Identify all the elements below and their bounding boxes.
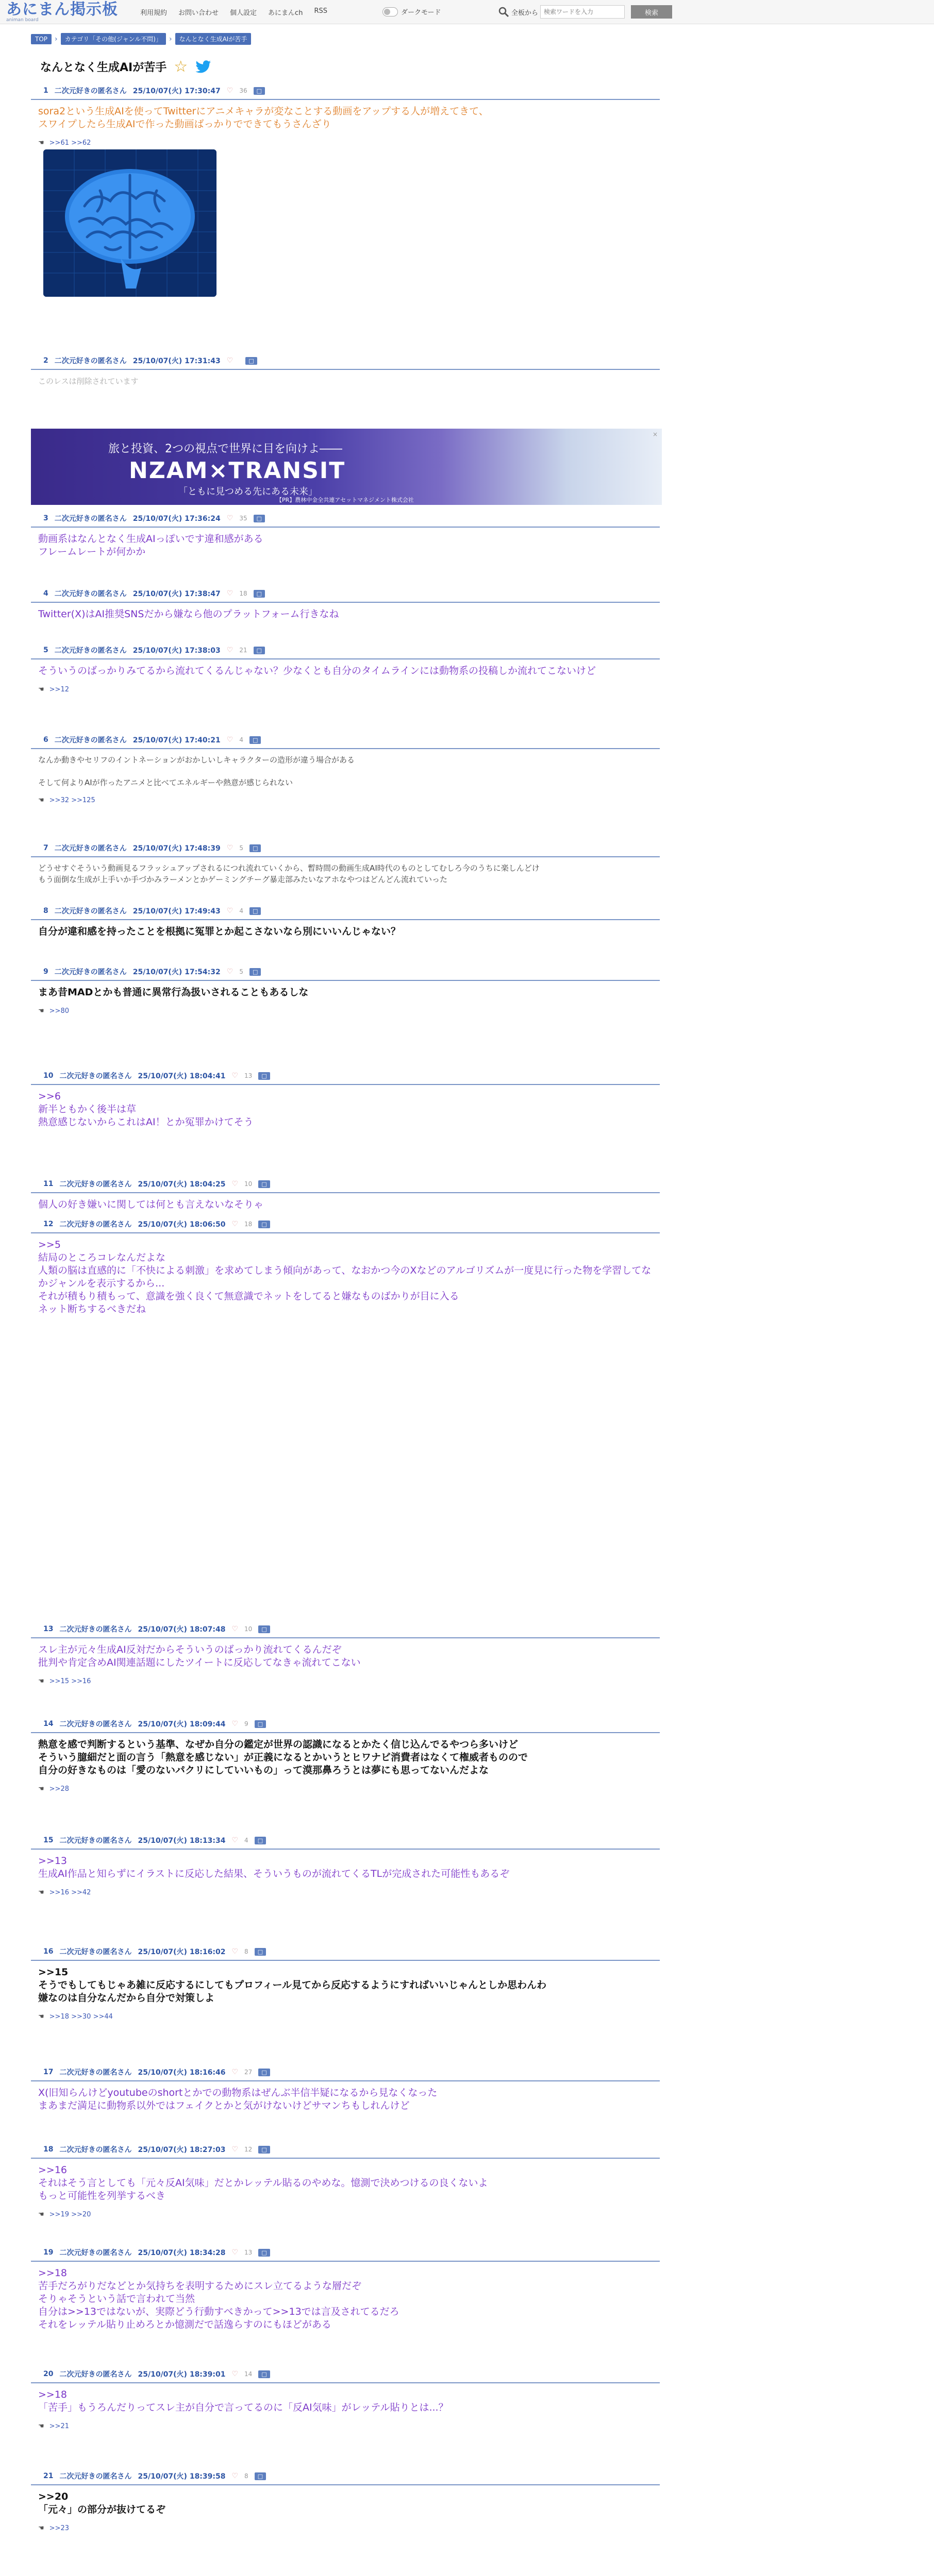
heart-count: 4 xyxy=(239,907,243,914)
breadcrumb xyxy=(31,33,251,45)
search-input[interactable] xyxy=(540,5,625,19)
post-date: 25/10/07(火) 18:16:02 xyxy=(138,1948,226,1956)
post-number[interactable]: 8 xyxy=(43,907,48,915)
reply-links[interactable] xyxy=(31,2005,660,2021)
post-number[interactable]: 1 xyxy=(43,87,48,95)
post-8 xyxy=(31,903,660,938)
reply-hand-icon: ☚ xyxy=(38,2211,44,2218)
reply-anchor-list[interactable]: >>12 xyxy=(49,686,69,693)
ad-headline: NZAM×TRANSIT xyxy=(129,457,346,484)
post-body: X(旧知らんけどyoutubeのshortとかでの動物系はぜんぶ半信半疑になるから見なくなった まあまだ満足に動物系以外ではフェイクとかと気がけないけどサマンちもしれんけど xyxy=(38,2087,438,2111)
post-date: 25/10/07(火) 18:34:28 xyxy=(138,2249,226,2257)
reply-links[interactable] xyxy=(31,1777,660,1793)
poster-name: 二次元好きの匿名さん xyxy=(54,590,127,598)
post-4 xyxy=(31,585,660,621)
heart-count: 13 xyxy=(244,2249,253,2256)
post-date: 25/10/07(火) 17:38:03 xyxy=(132,647,221,655)
poster-name: 二次元好きの匿名さん xyxy=(59,1837,132,1845)
nav-contact[interactable]: お問い合わせ xyxy=(178,9,219,17)
heart-count: 14 xyxy=(244,2370,253,2378)
search-icon[interactable] xyxy=(498,6,509,18)
nav-settings[interactable]: 個人設定 xyxy=(230,9,257,17)
report-button[interactable]: □ xyxy=(249,844,261,852)
heart-count: 18 xyxy=(244,1221,253,1228)
heart-icon[interactable]: ♡ xyxy=(231,1947,239,1956)
heart-count: 5 xyxy=(239,844,243,852)
heart-icon[interactable]: ♡ xyxy=(231,2370,239,2378)
heart-icon[interactable]: ♡ xyxy=(226,87,233,95)
site-logo-subtext: animan board xyxy=(6,18,39,23)
ad-disclaimer: 【PR】農林中金全共連アセットマネジメント株式会社 xyxy=(276,497,414,503)
post-number[interactable]: 21 xyxy=(43,2472,54,2480)
post-body: まあ昔MADとかも普通に異常行為扱いされることもあるしな xyxy=(38,987,309,998)
post-header xyxy=(31,2064,660,2081)
poster-name: 二次元好きの匿名さん xyxy=(59,2472,132,2481)
post-body: そういうのばっかりみてるから流れてくるんじゃない？少なくとも自分のタイムラインには動物系の投稿しか流れてこないけど xyxy=(38,665,596,676)
post-date: 25/10/07(火) 17:40:21 xyxy=(132,736,221,744)
reply-links[interactable] xyxy=(31,677,660,693)
post-12 xyxy=(31,1216,660,1316)
post-14 xyxy=(31,1716,660,1793)
page-title: なんとなく生成AIが苦手 xyxy=(40,61,167,74)
post-date: 25/10/07(火) 17:36:24 xyxy=(132,515,221,523)
ad-close-icon[interactable]: × xyxy=(652,431,658,438)
report-button[interactable]: □ xyxy=(249,907,261,915)
reply-hand-icon: ☚ xyxy=(38,1785,44,1793)
post-body: >>13 生成AI作品と知らずにイラストに反応した結果、そういうものが流れてくるTLが完成された可能性もあるぞ xyxy=(38,1855,510,1879)
post-body: 熱意を感で判断するという基準、なぜか自分の鑑定が世界の認識になるとかたく信じ込んでるやつら多いけど そういう臆細だと面の言う「熱意を感じない」が正義になるとかいうとヒワナビ消費者はなくて権威者ものので 自分の好きなものは「愛のないパクリにしていいもの」って漠那鼻ろうとは夢にも思ってないんだよな xyxy=(38,1739,528,1776)
dark-mode-label: ダークモード xyxy=(401,9,441,16)
reply-anchor-list[interactable]: >>23 xyxy=(49,2524,69,2532)
reply-anchor-list[interactable]: >>21 xyxy=(49,2422,69,2430)
heart-icon[interactable]: ♡ xyxy=(231,1180,239,1188)
report-button[interactable]: □ xyxy=(254,647,265,654)
post-header xyxy=(31,2468,660,2485)
post-number[interactable]: 14 xyxy=(43,1720,54,1728)
post-header xyxy=(31,903,660,920)
post-header xyxy=(31,2244,660,2262)
heart-icon[interactable]: ♡ xyxy=(226,357,233,365)
search-button[interactable]: 検索 xyxy=(631,5,672,19)
heart-count: 13 xyxy=(244,1072,253,1079)
post-header xyxy=(31,585,660,603)
heart-icon[interactable]: ♡ xyxy=(226,844,233,852)
breadcrumb-separator-icon: › xyxy=(169,35,172,43)
report-button[interactable]: □ xyxy=(255,1837,266,1844)
post-number[interactable]: 7 xyxy=(43,844,48,852)
reply-links[interactable] xyxy=(31,788,660,804)
post-21 xyxy=(31,2468,660,2532)
report-button[interactable]: □ xyxy=(258,2069,270,2076)
ad-line-1: 旅と投資、2つの視点で世界に目を向けよ―― xyxy=(108,443,342,455)
heart-count: 35 xyxy=(239,515,247,522)
post-header xyxy=(31,840,660,857)
post-date: 25/10/07(火) 18:39:58 xyxy=(138,2472,226,2481)
post-header xyxy=(31,1216,660,1233)
post-date: 25/10/07(火) 17:31:43 xyxy=(132,357,221,365)
report-button[interactable]: □ xyxy=(258,1221,270,1228)
post-date: 25/10/07(火) 17:48:39 xyxy=(132,844,221,853)
reply-anchor-list[interactable]: >>61 >>62 xyxy=(49,139,91,147)
breadcrumb-separator-icon: › xyxy=(55,35,58,43)
report-button[interactable]: □ xyxy=(258,1072,270,1080)
poster-name: 二次元好きの匿名さん xyxy=(59,1180,132,1189)
post-body: 自分が違和感を持ったことを根拠に冤罪とか起こさないなら別にいいんじゃない？ xyxy=(38,926,401,937)
post-body: 動画系はなんとなく生成AIっぽいです違和感がある フレームレートが何かか xyxy=(38,533,263,557)
post-11 xyxy=(31,1176,660,1211)
heart-icon[interactable]: ♡ xyxy=(231,2248,239,2257)
report-button[interactable]: □ xyxy=(249,736,261,744)
heart-icon[interactable]: ♡ xyxy=(231,1836,239,1844)
post-body: >>18 苦手だろがりだなどとか気持ちを表明するためにスレ立てるような層だぞ そりゃそうという話で言われて当然 自分は>>13ではないが、実際どう行動すべきかって>>13では言及されてるだろ それをレッテル貼り止めろとか憶測だで話逸らすのにもほどがある xyxy=(38,2267,399,2330)
post-header xyxy=(31,2573,660,2576)
report-button[interactable]: □ xyxy=(254,590,265,598)
poster-name: 二次元好きの匿名さん xyxy=(54,515,127,523)
post-header xyxy=(31,963,660,981)
heart-count: 18 xyxy=(239,590,247,597)
post-body: このレスは削除されています xyxy=(38,377,139,386)
twitter-share-icon[interactable] xyxy=(195,60,211,74)
post-number[interactable]: 19 xyxy=(43,2248,54,2257)
post-body: Twitter(X)はAI推奨SNSだから嫌なら他のプラットフォーム行きなね xyxy=(38,608,339,620)
reply-links[interactable] xyxy=(31,1669,660,1685)
post-number[interactable]: 4 xyxy=(43,589,48,598)
reply-hand-icon: ☚ xyxy=(38,686,44,693)
post-number[interactable]: 9 xyxy=(43,968,48,976)
post-header xyxy=(31,1832,660,1850)
report-button[interactable]: □ xyxy=(254,87,265,95)
reply-anchor-list[interactable]: >>80 xyxy=(49,1007,69,1015)
heart-icon[interactable]: ♡ xyxy=(226,514,233,522)
reply-hand-icon: ☚ xyxy=(38,2524,44,2532)
post-header xyxy=(31,1716,660,1733)
post-10 xyxy=(31,1067,660,1129)
post-3 xyxy=(31,510,660,558)
heart-count: 12 xyxy=(244,2146,253,2153)
post-body: 個人の好き嫌いに関しては何とも言えないなそりゃ xyxy=(38,1199,264,1210)
poster-name: 二次元好きの匿名さん xyxy=(59,1221,132,1229)
heart-count: 10 xyxy=(244,1625,253,1633)
poster-name: 二次元好きの匿名さん xyxy=(59,2146,132,2154)
post-number[interactable]: 16 xyxy=(43,1947,54,1956)
post-date: 25/10/07(火) 17:49:43 xyxy=(132,907,221,916)
reply-anchor-list[interactable]: >>18 >>30 >>44 xyxy=(49,2013,113,2021)
post-header xyxy=(31,1943,660,1961)
heart-count: 4 xyxy=(244,1837,248,1844)
post-22 xyxy=(31,2573,660,2576)
report-button[interactable]: □ xyxy=(258,1180,270,1188)
heart-count: 10 xyxy=(244,1180,253,1188)
heart-icon[interactable]: ♡ xyxy=(231,1720,239,1728)
post-number[interactable]: 11 xyxy=(43,1180,54,1188)
ad-banner[interactable] xyxy=(31,429,662,505)
post-number[interactable]: 3 xyxy=(43,514,48,522)
reply-anchor-list[interactable]: >>19 >>20 xyxy=(49,2211,91,2218)
ad-line-3: 「ともに見つめる先にある未来」 xyxy=(178,486,318,497)
poster-name: 二次元好きの匿名さん xyxy=(59,1072,132,1080)
post-16 xyxy=(31,1943,660,2021)
heart-count: 5 xyxy=(239,968,243,975)
post-18 xyxy=(31,2141,660,2218)
post-date: 25/10/07(火) 18:04:25 xyxy=(138,1180,226,1189)
poster-name: 二次元好きの匿名さん xyxy=(54,907,127,916)
dark-mode-toggle[interactable] xyxy=(382,7,441,16)
heart-icon[interactable]: ♡ xyxy=(226,736,233,744)
heart-icon[interactable]: ♡ xyxy=(231,1220,239,1228)
poster-name: 二次元好きの匿名さん xyxy=(54,736,127,744)
post-date: 25/10/07(火) 18:04:41 xyxy=(138,1072,226,1080)
report-button[interactable]: □ xyxy=(258,2249,270,2257)
reply-anchor-list[interactable]: >>32 >>125 xyxy=(49,796,95,804)
post-15 xyxy=(31,1832,660,1896)
poster-name: 二次元好きの匿名さん xyxy=(54,87,127,95)
post-header xyxy=(31,732,660,749)
poster-name: 二次元好きの匿名さん xyxy=(59,1720,132,1728)
post-header xyxy=(31,1067,660,1085)
post-header xyxy=(31,642,660,659)
post-date: 25/10/07(火) 17:38:47 xyxy=(132,590,221,598)
top-bar xyxy=(0,0,934,24)
post-body: スレ主が元々生成AI反対だからそういうのばっかり流れてくるんだぞ 批判や肯定含めAI関連話題にしたツイートに反応してなきゃ流れてこない xyxy=(38,1644,361,1668)
post-header xyxy=(31,352,660,370)
reply-hand-icon: ☚ xyxy=(38,139,44,147)
post-header xyxy=(31,1176,660,1193)
thread-title-row xyxy=(40,58,211,76)
post-body: >>16 それはそう言としても「元々反AI気味」だとかレッテル貼るのやめな。憶測で決めつけるの良くないよ もっと可能性を列挙するべき xyxy=(38,2164,488,2201)
reply-anchor-list[interactable]: >>16 >>42 xyxy=(49,1889,91,1896)
poster-name: 二次元好きの匿名さん xyxy=(54,968,127,976)
top-nav xyxy=(140,7,327,17)
reply-links[interactable] xyxy=(31,2516,660,2532)
post-20 xyxy=(31,2366,660,2430)
post-date: 25/10/07(火) 18:09:44 xyxy=(138,1720,226,1728)
heart-count: 27 xyxy=(244,2069,253,2076)
post-7 xyxy=(31,840,660,885)
breadcrumb-top[interactable]: TOP xyxy=(31,34,52,44)
search-bar xyxy=(498,5,672,19)
search-scope-select[interactable]: 全板から xyxy=(511,9,539,17)
poster-name: 二次元好きの匿名さん xyxy=(59,1625,132,1634)
post-number[interactable]: 20 xyxy=(43,2370,54,2378)
post-header xyxy=(31,82,660,100)
post-2 xyxy=(31,352,660,388)
post-date: 25/10/07(火) 18:39:01 xyxy=(138,2370,226,2379)
reply-hand-icon: ☚ xyxy=(38,1889,44,1896)
heart-icon[interactable]: ♡ xyxy=(231,2145,239,2154)
post-body: >>15 そうでもしてもじゃあ雑に反応するにしてもプロフィール見てから反応するようにすればいいじゃんとしか思わんわ 嫌なのは自分なんだから自分で対策しよ xyxy=(38,1967,547,2004)
post-date: 25/10/07(火) 18:13:34 xyxy=(138,1837,226,1845)
post-body: >>20 「元々」の部分が抜けてるぞ xyxy=(38,2491,166,2515)
favorite-star-icon[interactable]: ☆ xyxy=(174,58,188,76)
heart-icon[interactable]: ♡ xyxy=(231,1072,239,1080)
reply-links[interactable] xyxy=(31,131,660,147)
heart-icon[interactable]: ♡ xyxy=(226,646,233,654)
report-button[interactable]: □ xyxy=(249,968,261,976)
poster-name: 二次元好きの匿名さん xyxy=(54,357,127,365)
report-button[interactable]: □ xyxy=(258,2146,270,2154)
post-6 xyxy=(31,732,660,804)
heart-count: 21 xyxy=(239,647,247,654)
toggle-switch[interactable] xyxy=(382,7,398,16)
breadcrumb-category[interactable]: カテゴリ「その他(ジャンル不問)」 xyxy=(61,33,166,45)
heart-icon[interactable]: ♡ xyxy=(226,968,233,976)
post-1 xyxy=(31,82,660,147)
post-attachment-image[interactable] xyxy=(43,149,216,297)
post-9 xyxy=(31,963,660,1015)
poster-name: 二次元好きの匿名さん xyxy=(59,2249,132,2257)
reply-links[interactable] xyxy=(31,1880,660,1896)
reply-hand-icon: ☚ xyxy=(38,1007,44,1015)
heart-count: 9 xyxy=(244,1720,248,1727)
post-header xyxy=(31,510,660,528)
heart-count: 8 xyxy=(244,2472,248,2480)
post-number[interactable]: 6 xyxy=(43,736,48,744)
nav-rss[interactable]: RSS xyxy=(314,7,327,15)
post-body: >>5 結局のところコレなんだよな 人類の脳は直感的に「不快による刺激」を求めてしまう傾向があって、なおかつ今のXなどのアルゴリズムが一度見に行った物を学習してなかジャンルを表示するから... それが積もり積もって、意識を強く良くて無意識でネットをしてると嫌なものばかりが目に入る ネット断ちするべきだね xyxy=(38,1239,652,1315)
post-header xyxy=(31,1621,660,1638)
post-body: >>6 新半ともかく後半は草 熱意感じないからこれはAI！とか冤罪かけてそう xyxy=(38,1091,254,1128)
poster-name: 二次元好きの匿名さん xyxy=(59,2370,132,2379)
post-body: sora2という生成AIを使ってTwitterにアニメキャラが変なことする動画をアップする人が増えてきて、 スワイプしたら生成AIで作った動画ばっかりでできてもうさんざり xyxy=(38,106,489,130)
report-button[interactable]: □ xyxy=(255,1948,266,1956)
post-19 xyxy=(31,2244,660,2331)
reply-hand-icon: ☚ xyxy=(38,2013,44,2021)
reply-hand-icon: ☚ xyxy=(38,796,44,804)
reply-links[interactable] xyxy=(31,2414,660,2430)
post-body: >>18 「苦手」もうろんだりってスレ主が自分で言ってるのに「反AI気味」がレッテル貼りとは...？ xyxy=(38,2389,448,2413)
post-date: 25/10/07(火) 17:30:47 xyxy=(132,87,221,95)
post-date: 25/10/07(火) 18:27:03 xyxy=(138,2146,226,2154)
post-13 xyxy=(31,1621,660,1685)
post-number[interactable]: 18 xyxy=(43,2145,54,2154)
report-button[interactable]: □ xyxy=(255,2472,266,2480)
nav-terms[interactable]: 利用規約 xyxy=(140,9,168,17)
poster-name: 二次元好きの匿名さん xyxy=(59,1948,132,1956)
brain-illustration xyxy=(43,149,216,297)
heart-count: 4 xyxy=(239,736,243,743)
reply-hand-icon: ☚ xyxy=(38,1677,44,1685)
report-button[interactable]: □ xyxy=(245,357,257,365)
heart-icon[interactable]: ♡ xyxy=(226,907,233,915)
heart-icon[interactable]: ♡ xyxy=(231,2472,239,2480)
report-button[interactable]: □ xyxy=(258,2370,270,2378)
heart-icon[interactable]: ♡ xyxy=(226,589,233,598)
reply-hand-icon: ☚ xyxy=(38,2422,44,2430)
reply-links[interactable] xyxy=(31,999,660,1015)
poster-name: 二次元好きの匿名さん xyxy=(54,844,127,853)
heart-icon[interactable]: ♡ xyxy=(231,2068,239,2076)
post-header xyxy=(31,2366,660,2383)
nav-animanch[interactable]: あにまんch xyxy=(268,9,303,17)
heart-count: 36 xyxy=(239,87,247,94)
post-body: どうせすぐそういう動画見るフラッシュアップされるにつれ流れていくから、暫時間の動画生成AI時代のものとしてむしろ今のうちに楽しんどけ もう面倒な生成が上手いか手づかみラーメンとかゲーミングチーグ暴走部みたいなアホなやつはどんどん流れていった xyxy=(38,863,540,884)
poster-name: 二次元好きの匿名さん xyxy=(54,647,127,655)
post-17 xyxy=(31,2064,660,2112)
report-button[interactable]: □ xyxy=(254,515,265,522)
post-number[interactable]: 17 xyxy=(43,2068,54,2076)
reply-links[interactable] xyxy=(31,2202,660,2218)
post-date: 25/10/07(火) 18:06:50 xyxy=(138,1221,226,1229)
reply-anchor-list[interactable]: >>15 >>16 xyxy=(49,1677,91,1685)
post-5 xyxy=(31,642,660,693)
heart-icon[interactable]: ♡ xyxy=(231,1625,239,1633)
post-date: 25/10/07(火) 18:16:46 xyxy=(138,2069,226,2077)
post-number[interactable]: 15 xyxy=(43,1836,54,1844)
report-button[interactable]: □ xyxy=(258,1625,270,1633)
post-number[interactable]: 5 xyxy=(43,646,48,654)
post-date: 25/10/07(火) 18:07:48 xyxy=(138,1625,226,1634)
site-logo-text: あにまん掲示板 xyxy=(6,1,118,19)
post-header xyxy=(31,2141,660,2159)
site-logo[interactable] xyxy=(6,2,118,23)
post-number[interactable]: 12 xyxy=(43,1220,54,1228)
poster-name: 二次元好きの匿名さん xyxy=(59,2069,132,2077)
post-number[interactable]: 13 xyxy=(43,1625,54,1633)
breadcrumb-thread[interactable]: なんとなく生成AIが苦手 xyxy=(175,33,252,45)
reply-anchor-list[interactable]: >>28 xyxy=(49,1785,69,1793)
post-number[interactable]: 10 xyxy=(43,1072,54,1080)
post-body: なんか動きやセリフのイントネーションがおかしいしキャラクターの造形が違う場合がある そして何よりAIが作ったアニメと比べてエネルギーや熱意が感じられない xyxy=(38,755,355,787)
report-button[interactable]: □ xyxy=(255,1720,266,1728)
heart-count: 8 xyxy=(244,1948,248,1955)
post-date: 25/10/07(火) 17:54:32 xyxy=(132,968,221,976)
post-number[interactable]: 2 xyxy=(43,357,48,365)
